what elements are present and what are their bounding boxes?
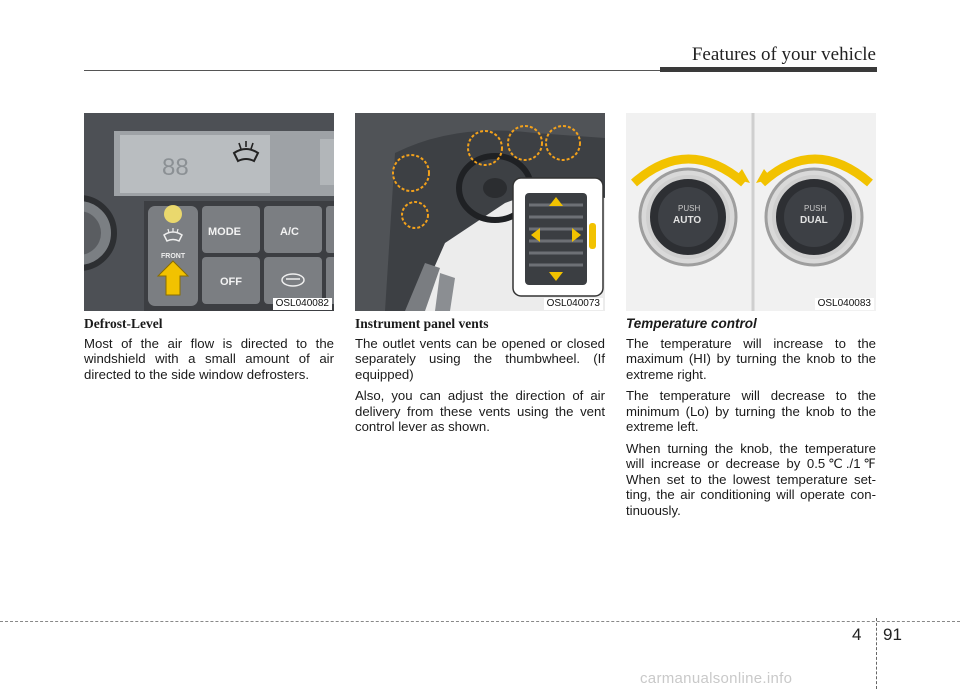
thumbwheel-icon	[589, 223, 596, 249]
display-digits: 88	[162, 154, 189, 181]
figure-code: OSL040082	[273, 298, 332, 310]
push-label-dual: PUSH	[804, 204, 827, 213]
auto-label: AUTO	[673, 215, 702, 226]
figure-defrost-panel	[84, 113, 334, 311]
paragraph: When turning the knob, the temperature will increase or decrease by 0.5℃./1℉ When set to the lowest temperature set-ting, the air conditioning will operate con-tinuously.	[626, 440, 876, 518]
temperature-knobs-illustration	[626, 113, 876, 311]
figure-code: OSL040083	[815, 298, 874, 310]
figure-code: OSL040073	[544, 298, 603, 310]
paragraph: Also, you can adjust the direction of air delivery from these vents using the vent control lever as shown.	[355, 388, 605, 434]
header-rule	[84, 70, 660, 71]
footer-divider	[0, 621, 960, 622]
watermark: carmanualsonline.info	[640, 670, 793, 687]
section-heading: Instrument panel vents	[355, 316, 489, 331]
section-heading: Temperature control	[626, 316, 757, 331]
section-heading: Defrost-Level	[84, 316, 163, 331]
instrument-panel-illustration	[355, 113, 605, 311]
figure-instrument-vents	[355, 113, 605, 311]
push-label-auto: PUSH	[678, 204, 701, 213]
dual-label: DUAL	[800, 215, 828, 226]
ac-button-label: A/C	[280, 226, 299, 238]
section-defrost	[84, 316, 334, 388]
paragraph: The outlet vents can be opened or closed separately using the thumbwheel. (If equipped)	[355, 335, 605, 382]
mode-button-label: MODE	[208, 226, 241, 238]
off-button-label: OFF	[220, 276, 242, 288]
section-vents	[355, 316, 605, 441]
indicator-light-icon	[164, 205, 182, 223]
figure-temperature-knobs	[626, 113, 876, 311]
paragraph: The temperature will decrease to the minimum (Lo) by turning the knob to the extreme left.	[626, 388, 876, 434]
paragraph: The temperature will increase to the maximum (HI) by turning the knob to the extreme right.	[626, 335, 876, 382]
page-number: 91	[883, 625, 902, 644]
section-temperature	[626, 316, 876, 524]
chapter-number: 4	[852, 625, 862, 644]
page-header-title: Features of your vehicle	[691, 44, 876, 65]
front-label: FRONT	[161, 253, 186, 260]
defrost-panel-illustration	[84, 113, 334, 311]
header-rule-accent	[660, 67, 877, 72]
paragraph: Most of the air flow is directed to the windshield with a small amount of air directed to the side window defrosters.	[84, 335, 334, 382]
footer-divider-vertical	[876, 618, 877, 689]
